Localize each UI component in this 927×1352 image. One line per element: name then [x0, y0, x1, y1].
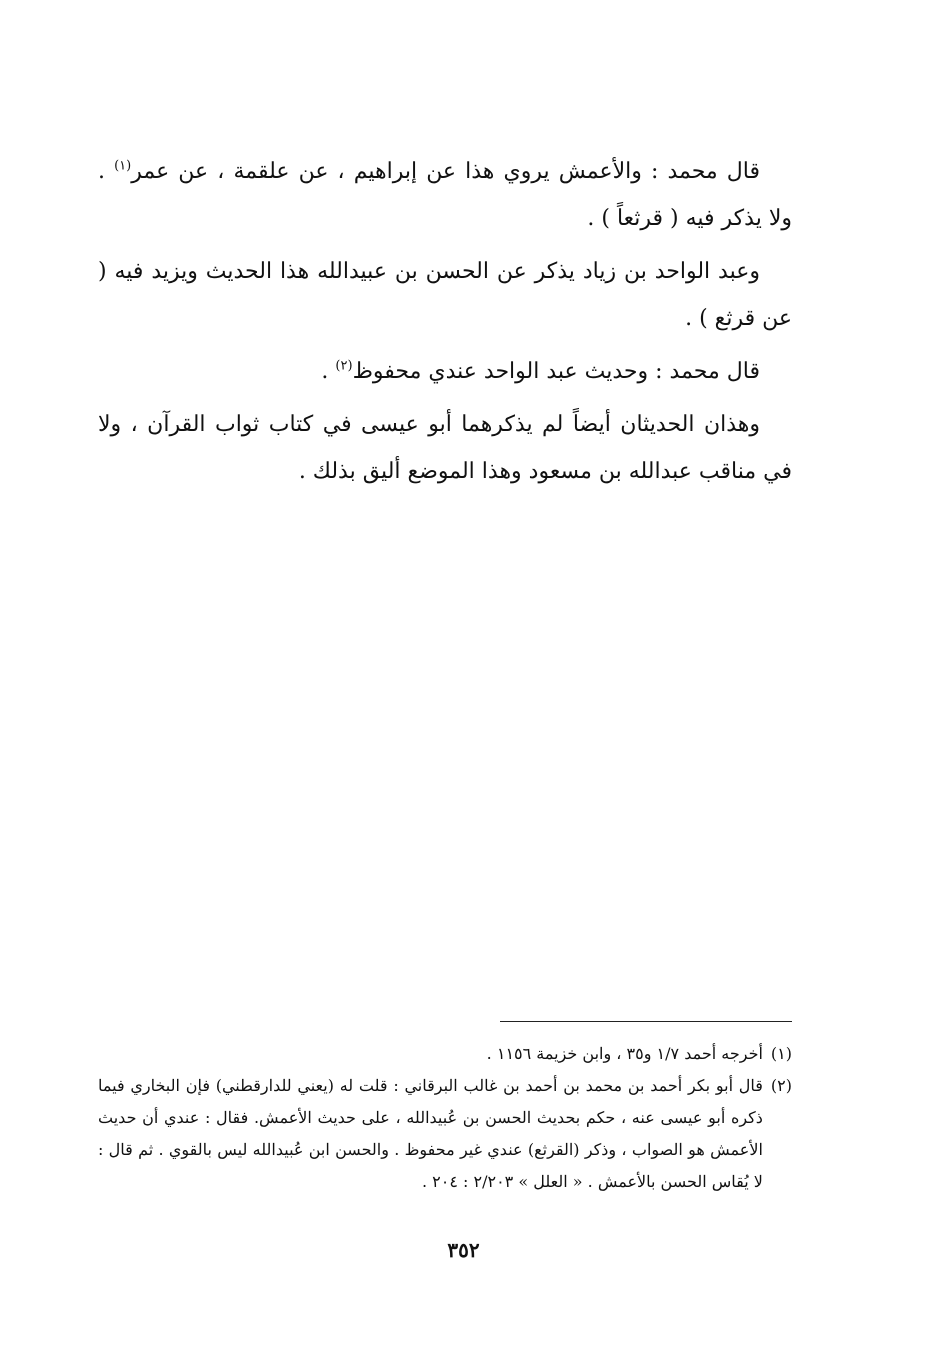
footnote-2-text: قال أبو بكر أحمد بن محمد بن أحمد بن غالب البرقاني : قلت له (يعني للدارقطني) فإن البخاري فيما ذكره أبو عيسى عنه ، حكم بحديث الحسن بن عُبيدالله ، على حديث الأعمش. فقال : عندي أن حديث الأعمش هو الصواب ، وذكر (القرثع) عندي غير محفوظ . والحسن ابن عُبيدالله ليس بالقوي . ثم قال : لا يُقاس الحسن بالأعمش . « العلل » ٢/٢٠٣ : ٢٠٤ . — [98, 1076, 763, 1191]
footnote-2-number: (٢) — [770, 1076, 792, 1095]
paragraph-3 — [98, 348, 792, 395]
paragraph-3-text: قال محمد : وحديث عبد الواحد عندي محفوظ — [352, 359, 760, 384]
paragraph-1-text-end: . ولا يذكر فيه ( قرثعاً ) . — [98, 159, 792, 231]
paragraph-2 — [98, 248, 792, 342]
paragraph-1 — [98, 148, 792, 242]
footnote-divider — [500, 1021, 792, 1022]
footnote-ref-2[interactable]: (٢) — [335, 358, 353, 374]
paragraph-3-text-end: . — [321, 359, 329, 384]
footnote-1-text: أخرجه أحمد ١/٧ و٣٥ ، وابن خزيمة ١١٥٦ . — [486, 1044, 763, 1063]
footnote-2 — [98, 1070, 792, 1198]
footnote-1 — [98, 1038, 792, 1070]
paragraph-2-text: وعبد الواحد بن زياد يذكر عن الحسن بن عبيدالله هذا الحديث ويزيد فيه ( عن قرثع ) . — [98, 259, 792, 331]
footnote-1-number: (١) — [770, 1044, 792, 1063]
footnotes — [98, 1038, 792, 1198]
page-number: ٣٥٢ — [447, 1238, 480, 1262]
footnote-ref-1[interactable]: (١) — [114, 158, 132, 174]
paragraph-4 — [98, 401, 792, 495]
main-text — [98, 148, 792, 501]
paragraph-4-text: وهذان الحديثان أيضاً لم يذكرهما أبو عيسى في كتاب ثواب القرآن ، ولا في مناقب عبدالله بن مسعود وهذا الموضع أليق بذلك . — [98, 412, 792, 484]
paragraph-1-text: قال محمد : والأعمش يروي هذا عن إبراهيم ، عن علقمة ، عن عمر — [131, 159, 760, 184]
